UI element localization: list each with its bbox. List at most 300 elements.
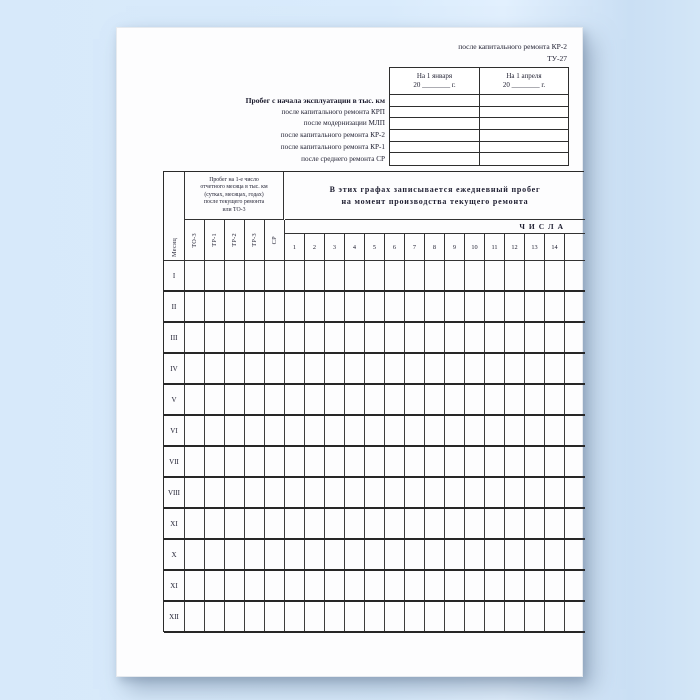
repair-cell — [184, 385, 204, 414]
day-cell — [304, 478, 324, 507]
repair-cell — [264, 571, 284, 600]
repair-cell — [204, 261, 224, 290]
repair-cell — [184, 478, 204, 507]
summary-value-cell — [390, 107, 479, 119]
repair-cell — [264, 416, 284, 445]
repair-cell — [244, 602, 264, 631]
day-cell — [524, 354, 544, 383]
day-cell — [504, 385, 524, 414]
repair-cell — [244, 416, 264, 445]
day-cell — [304, 602, 324, 631]
day-number-header: 12 — [504, 234, 524, 261]
repair-cell — [184, 509, 204, 538]
day-cell — [324, 416, 344, 445]
day-cell — [444, 571, 464, 600]
summary-value-cell — [390, 118, 479, 130]
day-cell — [284, 602, 304, 631]
day-cell — [504, 354, 524, 383]
day-cell — [484, 323, 504, 352]
repair-cell — [264, 602, 284, 631]
summary-value-cell — [479, 118, 568, 130]
day-cell-cutoff — [564, 416, 585, 445]
day-cell-cutoff — [564, 447, 585, 476]
repair-cell — [244, 354, 264, 383]
day-number-header: 9 — [444, 234, 464, 261]
repair-cell — [224, 261, 244, 290]
day-cell — [324, 509, 344, 538]
month-row-label: VII — [169, 457, 179, 466]
repair-cell — [264, 478, 284, 507]
day-cell — [324, 292, 344, 321]
summary-row-label: после модернизации МЛП — [303, 119, 385, 128]
repair-column-header-label: ТР-1 — [211, 233, 218, 247]
day-cell — [444, 540, 464, 569]
month-row — [164, 571, 585, 602]
repair-cell — [244, 261, 264, 290]
repair-cell — [204, 416, 224, 445]
day-cell — [444, 478, 464, 507]
summary-value-cell — [390, 95, 479, 107]
left-header-box — [184, 172, 284, 220]
repair-cell — [224, 509, 244, 538]
repair-cell — [184, 354, 204, 383]
day-cell — [484, 261, 504, 290]
month-row-label: III — [170, 333, 178, 342]
day-cell — [384, 540, 404, 569]
day-cell — [364, 478, 384, 507]
day-cell — [464, 447, 484, 476]
repair-cell — [264, 447, 284, 476]
day-cell — [304, 540, 324, 569]
day-cell — [384, 385, 404, 414]
day-cell — [504, 447, 524, 476]
day-cell — [524, 261, 544, 290]
day-cell — [324, 323, 344, 352]
day-cell — [364, 416, 384, 445]
day-cell — [304, 354, 324, 383]
day-cell — [284, 385, 304, 414]
summary-row-labels — [145, 95, 385, 165]
left-header-box-line: Пробег на 1-е число — [209, 177, 259, 183]
day-cell — [444, 385, 464, 414]
day-cell — [444, 416, 464, 445]
day-cell — [384, 292, 404, 321]
day-cell — [324, 385, 344, 414]
day-cell — [524, 540, 544, 569]
month-row-label: XI — [170, 519, 178, 528]
day-cell — [344, 416, 364, 445]
day-cell — [324, 447, 344, 476]
day-cell — [344, 478, 364, 507]
repair-cell — [184, 292, 204, 321]
day-cell — [284, 478, 304, 507]
day-cell — [544, 447, 564, 476]
day-cell — [304, 447, 324, 476]
repair-cell — [184, 571, 204, 600]
month-row — [164, 292, 585, 323]
day-cell — [524, 509, 544, 538]
day-number-header: 2 — [304, 234, 324, 261]
day-cell — [464, 540, 484, 569]
day-number-header-cutoff — [564, 234, 585, 261]
month-column-header — [164, 172, 184, 261]
day-cell — [524, 478, 544, 507]
day-number-header: 11 — [484, 234, 504, 261]
day-cell — [344, 354, 364, 383]
day-cell — [484, 292, 504, 321]
day-cell — [484, 385, 504, 414]
day-cell — [344, 571, 364, 600]
summary-row-label: Пробег с начала эксплуатации в тыс. км — [245, 96, 385, 105]
repair-cell — [184, 540, 204, 569]
day-cell-cutoff — [564, 602, 585, 631]
day-number-header: 5 — [364, 234, 384, 261]
repair-cell — [244, 292, 264, 321]
repair-cell — [204, 292, 224, 321]
repair-cell — [204, 602, 224, 631]
day-cell — [544, 540, 564, 569]
day-cell — [444, 447, 464, 476]
day-cell — [364, 540, 384, 569]
left-header-box-line: (сутках, месяцах, годах) — [204, 191, 264, 198]
repair-column-header-label: ТО-3 — [191, 232, 198, 248]
month-row-label: I — [172, 271, 176, 280]
day-cell — [284, 323, 304, 352]
repair-cell — [184, 323, 204, 352]
day-cell — [324, 354, 344, 383]
repair-cell — [204, 447, 224, 476]
day-cell — [524, 385, 544, 414]
month-row — [164, 323, 585, 354]
left-header-box-line: или ТО-3 — [222, 206, 246, 213]
left-header-box-line: после текущего ремонта — [203, 199, 265, 206]
day-cell — [284, 261, 304, 290]
day-cell — [444, 261, 464, 290]
day-cell — [524, 416, 544, 445]
day-number-header: 1 — [284, 234, 304, 261]
day-cell — [424, 323, 444, 352]
day-cell — [384, 447, 404, 476]
month-row-label: VI — [170, 426, 178, 435]
month-row-label: XI — [170, 581, 178, 590]
day-cell — [404, 540, 424, 569]
day-cell — [404, 354, 424, 383]
day-cell — [344, 292, 364, 321]
day-cell — [344, 602, 364, 631]
month-row — [164, 261, 585, 292]
day-cell — [544, 354, 564, 383]
day-cell — [404, 509, 424, 538]
col-header-year-line: 20 ________ г. — [502, 81, 546, 89]
day-cell-cutoff — [564, 385, 585, 414]
day-cell — [544, 385, 564, 414]
repair-cell — [184, 447, 204, 476]
month-row — [164, 354, 585, 385]
repair-column-header — [184, 220, 204, 261]
repair-column-header-label: СР — [271, 235, 278, 245]
month-row — [164, 540, 585, 571]
day-cell — [424, 261, 444, 290]
day-cell — [304, 261, 324, 290]
day-cell — [544, 323, 564, 352]
day-cell — [284, 354, 304, 383]
day-cell — [364, 447, 384, 476]
day-cell — [344, 323, 364, 352]
repair-cell — [204, 354, 224, 383]
day-cell — [364, 261, 384, 290]
scanned-form-page — [116, 27, 583, 677]
day-cell — [344, 447, 364, 476]
day-number-header: 4 — [344, 234, 364, 261]
day-cell — [424, 292, 444, 321]
day-cell — [364, 323, 384, 352]
day-cell — [344, 385, 364, 414]
col-header-year-line: 20 ________ г. — [413, 81, 456, 89]
month-row — [164, 385, 585, 416]
day-cell — [404, 292, 424, 321]
day-cell — [424, 571, 444, 600]
repair-cell — [244, 571, 264, 600]
repair-column-header-label: ТР-2 — [231, 233, 238, 247]
day-cell — [404, 385, 424, 414]
day-cell — [404, 416, 424, 445]
day-cell — [524, 292, 544, 321]
day-cell — [544, 261, 564, 290]
month-row — [164, 478, 585, 509]
dates-strip-label: ЧИСЛА — [284, 220, 585, 234]
repair-column-header — [244, 220, 264, 261]
day-cell — [324, 261, 344, 290]
day-cell — [524, 571, 544, 600]
summary-col-header-april — [479, 68, 568, 95]
day-cell — [504, 261, 524, 290]
month-row-label: V — [171, 395, 177, 404]
summary-col-header-january — [390, 68, 479, 95]
day-cell — [344, 509, 364, 538]
repair-column-header-label: ТР-3 — [251, 233, 258, 247]
repair-cell — [264, 323, 284, 352]
day-number-header: 8 — [424, 234, 444, 261]
day-cell — [484, 602, 504, 631]
day-cell — [324, 571, 344, 600]
repair-column-header — [264, 220, 284, 261]
summary-value-cell — [479, 142, 568, 154]
day-cell — [504, 540, 524, 569]
day-cell — [424, 602, 444, 631]
day-cell — [404, 478, 424, 507]
day-cell — [524, 323, 544, 352]
repair-cell — [204, 385, 224, 414]
day-cell-cutoff — [564, 509, 585, 538]
day-cell — [484, 478, 504, 507]
day-number-header: 3 — [324, 234, 344, 261]
day-cell — [404, 261, 424, 290]
repair-cell — [244, 385, 264, 414]
day-number-header: 10 — [464, 234, 484, 261]
repair-cell — [184, 261, 204, 290]
repair-cell — [244, 447, 264, 476]
left-header-box-line: отчетного месяца в тыс. км — [200, 184, 268, 191]
repair-cell — [264, 385, 284, 414]
day-cell — [364, 571, 384, 600]
day-cell — [384, 354, 404, 383]
day-cell — [444, 292, 464, 321]
day-cell — [504, 478, 524, 507]
top-right-caption — [458, 41, 567, 64]
day-cell — [344, 540, 364, 569]
repair-cell — [244, 509, 264, 538]
summary-table — [389, 67, 569, 166]
day-cell — [384, 509, 404, 538]
day-cell — [484, 416, 504, 445]
day-number-header: 6 — [384, 234, 404, 261]
repair-cell — [204, 478, 224, 507]
repair-cell — [184, 416, 204, 445]
day-cell — [464, 385, 484, 414]
month-row-label: VIII — [167, 488, 181, 497]
day-cell — [284, 416, 304, 445]
day-cell — [284, 509, 304, 538]
repair-cell — [264, 261, 284, 290]
day-cell — [464, 602, 484, 631]
day-cell — [384, 478, 404, 507]
day-cell — [424, 385, 444, 414]
day-cell — [424, 509, 444, 538]
summary-value-cell — [479, 107, 568, 119]
month-row — [164, 509, 585, 540]
day-cell — [504, 509, 524, 538]
mileage-log-table — [163, 171, 584, 632]
repair-cell — [184, 602, 204, 631]
day-cell — [424, 416, 444, 445]
daily-mileage-note-line1: В этих графах записывается ежедневный пробег — [329, 184, 541, 194]
summary-value-cell — [479, 153, 568, 165]
day-cell — [424, 540, 444, 569]
day-cell — [524, 447, 544, 476]
repair-cell — [264, 292, 284, 321]
repair-cell — [224, 323, 244, 352]
day-cell — [284, 540, 304, 569]
day-cell — [444, 509, 464, 538]
repair-cell — [264, 540, 284, 569]
repair-cell — [264, 354, 284, 383]
summary-value-cell — [479, 95, 568, 107]
day-cell — [324, 478, 344, 507]
day-cell — [304, 509, 324, 538]
day-cell — [424, 478, 444, 507]
day-cell-cutoff — [564, 292, 585, 321]
day-cell — [464, 292, 484, 321]
day-cell — [524, 602, 544, 631]
day-cell — [484, 354, 504, 383]
day-cell — [364, 602, 384, 631]
day-cell — [484, 447, 504, 476]
day-cell — [384, 602, 404, 631]
repair-cell — [244, 478, 264, 507]
summary-row-label: после среднего ремонта СР — [301, 154, 385, 163]
month-row — [164, 602, 585, 633]
repair-cell — [224, 571, 244, 600]
month-row-label: X — [171, 550, 177, 559]
day-cell — [364, 385, 384, 414]
day-cell-cutoff — [564, 354, 585, 383]
day-cell — [324, 540, 344, 569]
day-cell — [544, 509, 564, 538]
day-cell — [444, 323, 464, 352]
day-cell — [324, 602, 344, 631]
daily-mileage-note-line2: на момент производства текущего ремонта — [341, 196, 529, 206]
day-cell — [484, 509, 504, 538]
summary-row-label: после капитального ремонта КР-2 — [280, 131, 385, 140]
day-cell-cutoff — [564, 571, 585, 600]
repair-cell — [244, 540, 264, 569]
repair-cell — [224, 416, 244, 445]
day-cell — [404, 447, 424, 476]
month-column-header-label: Месяц — [170, 237, 178, 257]
day-cell — [464, 261, 484, 290]
day-cell — [504, 602, 524, 631]
summary-row-label: после капитального ремонта КР-1 — [280, 142, 385, 151]
day-cell — [284, 447, 304, 476]
day-cell — [284, 571, 304, 600]
day-cell — [384, 261, 404, 290]
day-cell — [464, 571, 484, 600]
day-cell — [544, 292, 564, 321]
summary-value-cell — [390, 153, 479, 165]
day-cell — [404, 323, 424, 352]
day-number-header: 7 — [404, 234, 424, 261]
day-cell — [344, 261, 364, 290]
repair-cell — [224, 292, 244, 321]
repair-cell — [264, 509, 284, 538]
repair-cell — [224, 447, 244, 476]
day-cell — [424, 447, 444, 476]
day-cell — [504, 416, 524, 445]
day-cell-cutoff — [564, 478, 585, 507]
day-cell — [544, 416, 564, 445]
day-cell — [504, 571, 524, 600]
day-number-header: 13 — [524, 234, 544, 261]
repair-column-header — [204, 220, 224, 261]
summary-row-label: после капитального ремонта КРП — [281, 107, 385, 116]
month-row — [164, 416, 585, 447]
day-cell-cutoff — [564, 261, 585, 290]
month-row-label: XII — [169, 612, 179, 621]
day-cell — [464, 478, 484, 507]
month-row-label: II — [171, 302, 177, 311]
daily-mileage-note — [285, 172, 585, 220]
day-number-header: 14 — [544, 234, 564, 261]
repair-cell — [244, 323, 264, 352]
day-cell — [444, 602, 464, 631]
day-cell-cutoff — [564, 323, 585, 352]
day-cell — [404, 602, 424, 631]
day-cell — [464, 323, 484, 352]
repair-cell — [224, 385, 244, 414]
summary-value-cell — [479, 130, 568, 142]
day-cell — [464, 509, 484, 538]
day-cell — [504, 292, 524, 321]
day-cell — [544, 478, 564, 507]
day-cell — [364, 292, 384, 321]
col-header-line: На 1 апреля — [506, 72, 542, 80]
repair-cell — [224, 540, 244, 569]
day-cell — [464, 354, 484, 383]
day-cell — [484, 540, 504, 569]
day-cell — [404, 571, 424, 600]
day-cell — [304, 385, 324, 414]
day-cell — [364, 354, 384, 383]
